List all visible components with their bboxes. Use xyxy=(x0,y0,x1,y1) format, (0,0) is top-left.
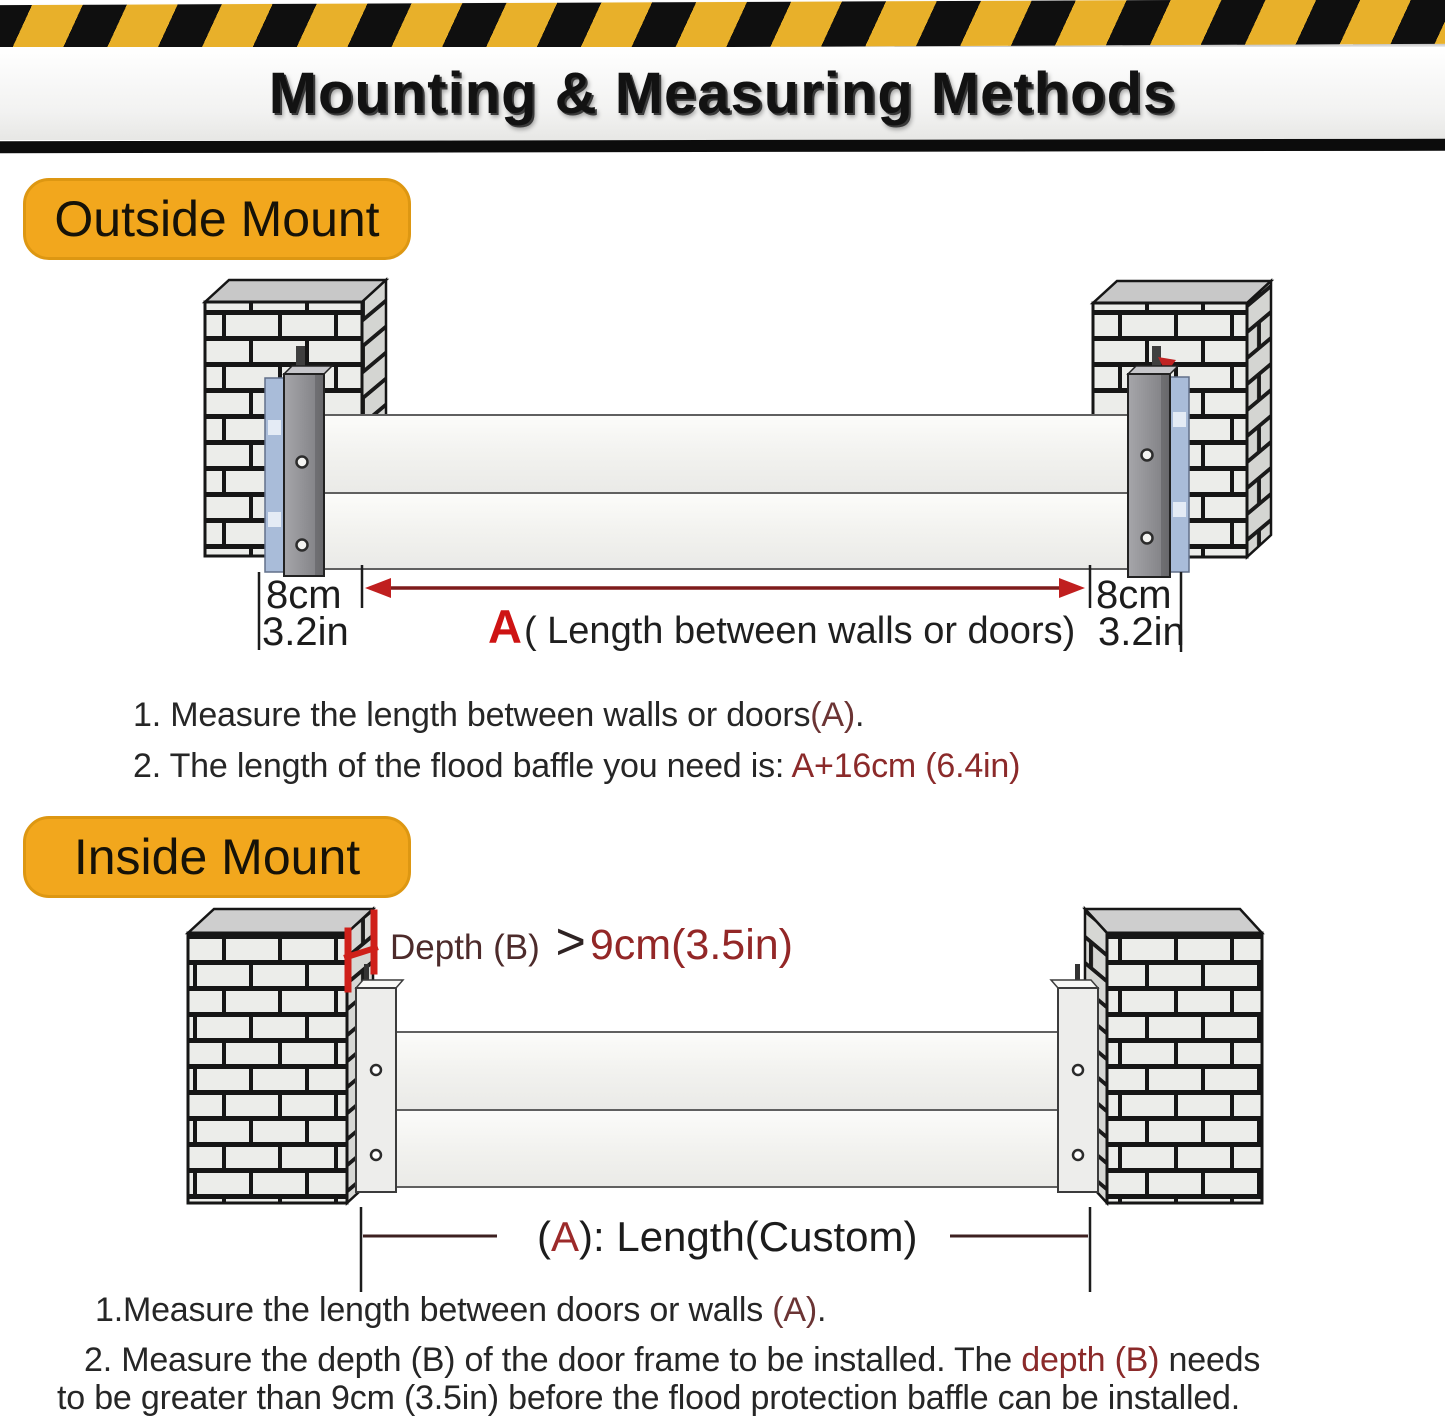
inside-step-2 xyxy=(84,1341,1260,1380)
inside-step-3-text: to be greater than 9cm (3.5in) before the flood protection baffle can be installed. xyxy=(57,1379,1240,1417)
seal-highlight xyxy=(268,420,281,435)
pillar-top-face xyxy=(1093,281,1271,303)
page-title: Mounting & Measuring Methods xyxy=(268,61,1177,126)
seal-strip xyxy=(1170,377,1189,572)
outside-step-1 xyxy=(133,696,864,735)
banner-divider-bar xyxy=(0,139,1445,154)
inside-mount-label-text: Inside Mount xyxy=(73,829,361,885)
channel-edge-shade xyxy=(1161,375,1169,576)
inside-step-1 xyxy=(95,1291,826,1330)
inside-step-1-post: . xyxy=(817,1291,827,1329)
seal-highlight xyxy=(1173,412,1186,427)
pillar-side-shade xyxy=(1247,281,1271,557)
outside-step-1-highlight: (A) xyxy=(810,696,855,734)
length-label xyxy=(537,1213,917,1260)
depth-label xyxy=(390,913,793,971)
outside-left-bracket-assembly xyxy=(265,346,332,576)
inside-mount-diagram xyxy=(0,895,1445,1295)
hazard-stripes xyxy=(0,0,1445,50)
span-length-label xyxy=(488,600,1075,653)
arrowhead-right-icon xyxy=(1059,578,1085,598)
outside-step-1-pre: 1. Measure the length between walls or doors xyxy=(133,696,811,734)
outside-dimension-annotation xyxy=(259,565,1185,654)
depth-label-value: 9cm(3.5in) xyxy=(589,921,793,969)
inside-step-1-pre: 1.Measure the length between doors or walls xyxy=(95,1291,773,1329)
left-dim-cm: 8cm xyxy=(266,573,342,617)
screw-hole xyxy=(297,457,308,468)
plate-top-bevel xyxy=(356,980,403,988)
plate-top-bevel xyxy=(1051,980,1098,988)
inside-step-2-highlight: depth (B) xyxy=(1021,1341,1160,1379)
channel-top-bevel xyxy=(1128,366,1178,374)
inside-left-bracket-plate xyxy=(356,964,403,1192)
channel-edge-shade xyxy=(315,375,323,575)
right-dim-cm: 8cm xyxy=(1096,573,1172,617)
barrier-plank-top xyxy=(396,1032,1060,1110)
pillar-top-face xyxy=(205,280,386,302)
outside-step-2-highlight: A+16cm (6.4in) xyxy=(791,747,1021,785)
screw-hole xyxy=(1073,1065,1083,1075)
screw-hole xyxy=(1142,450,1153,461)
pillar-top-face xyxy=(1085,909,1262,933)
left-dim-inch: 3.2in xyxy=(262,610,349,654)
inside-right-brick-pillar xyxy=(1085,909,1262,1203)
span-length-a: A xyxy=(488,600,522,653)
right-dim-inch: 3.2in xyxy=(1098,610,1185,654)
outside-mount-label xyxy=(23,178,411,260)
title-band xyxy=(0,47,1445,140)
mounting-plate xyxy=(1058,988,1098,1192)
outside-step-2-pre: 2. The length of the flood baffle you need is: xyxy=(133,747,792,785)
inside-step-2-post: needs xyxy=(1159,1341,1261,1379)
seal-highlight xyxy=(1173,502,1186,517)
outside-step-1-post: . xyxy=(855,696,865,734)
barrier-plank-top xyxy=(323,415,1131,493)
barrier-plank-bottom xyxy=(396,1110,1060,1187)
seal-highlight xyxy=(268,512,281,527)
outside-step-2 xyxy=(133,747,1020,786)
screw-hole xyxy=(371,1065,381,1075)
span-length-rest: ( Length between walls or doors) xyxy=(523,610,1076,652)
pillar-front-face xyxy=(188,933,347,1203)
depth-label-gt: > xyxy=(555,913,586,971)
length-label-a: A xyxy=(551,1213,580,1260)
outside-right-bracket-assembly xyxy=(1128,346,1189,577)
outside-mount-label-text: Outside Mount xyxy=(54,191,380,247)
seal-strip xyxy=(265,378,284,572)
channel-top-bevel xyxy=(284,366,332,374)
depth-label-pre: Depth (B) xyxy=(390,928,550,967)
mounting-plate xyxy=(356,988,396,1192)
outside-mount-diagram xyxy=(0,260,1445,680)
inside-right-bracket-plate xyxy=(1051,964,1098,1192)
barrier-plank-bottom xyxy=(323,493,1131,569)
inside-step-2-pre: 2. Measure the depth (B) of the door frame to be installed. The xyxy=(84,1341,1022,1379)
hazard-banner xyxy=(0,0,1445,155)
inside-mount-label xyxy=(23,816,411,898)
length-label-open: ( xyxy=(537,1213,551,1260)
inside-step-3 xyxy=(57,1379,1240,1418)
screw-hole xyxy=(1142,533,1153,544)
arrowhead-left-icon xyxy=(365,578,391,598)
screw-hole xyxy=(371,1150,381,1160)
pillar-front-face xyxy=(1107,933,1262,1203)
inside-step-1-highlight: (A) xyxy=(772,1291,817,1329)
screw-hole xyxy=(1073,1150,1083,1160)
length-label-rest: ): Length(Custom) xyxy=(579,1213,918,1260)
inside-flood-barrier xyxy=(396,1032,1060,1187)
inside-dimension-annotation xyxy=(361,1207,1090,1292)
screw-hole xyxy=(297,540,308,551)
outside-flood-barrier xyxy=(323,415,1131,569)
